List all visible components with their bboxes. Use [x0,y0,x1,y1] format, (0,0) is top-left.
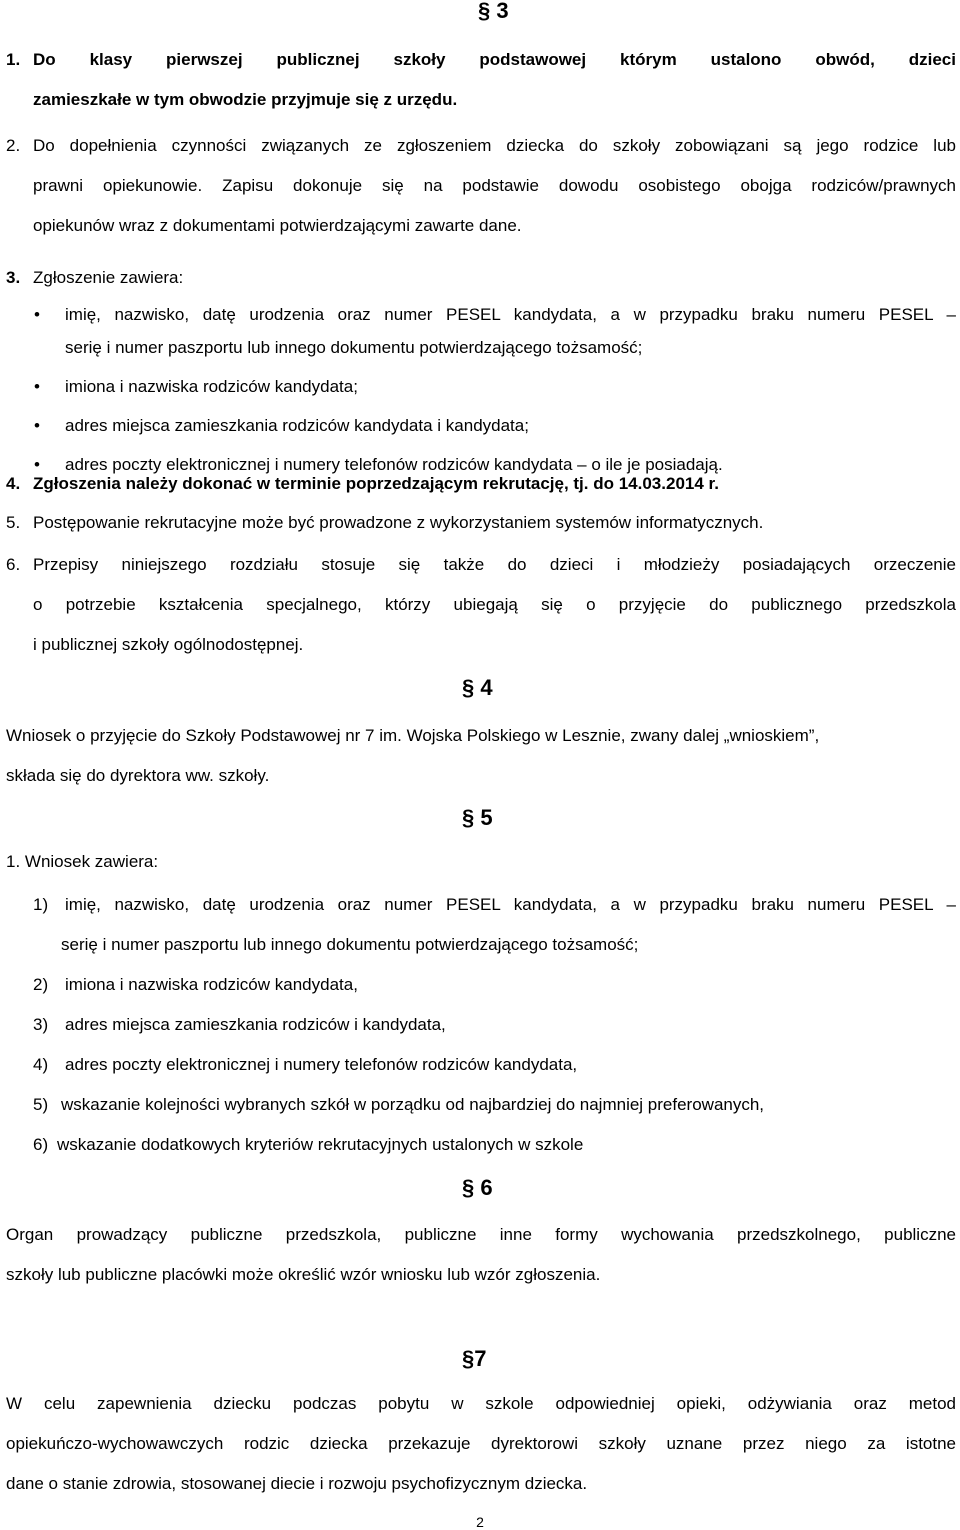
list-item: 5) wskazanie kolejności wybranych szkół w porządku od najbardziej do najmniej preferowanych, [33,1095,765,1114]
section-heading-4: § 4 [462,675,493,700]
list-item: 2) imiona i nazwiska rodziców kandydata, [33,975,358,994]
list-item: • adres poczty elektronicznej i numery telefonów rodziców kandydata – o ile je posiadają. [6,448,956,481]
section-heading-5: § 5 [462,805,493,830]
list-item: • imię, nazwisko, datę urodzenia oraz numer PESEL kandydata, a w przypadku braku numeru PESEL – serię i numer paszportu lub innego dokumentu potwierdzającego tożsamość; [6,298,956,364]
list-item: 6) wskazanie dodatkowych kryteriów rekrutacyjnych ustalonych w szkole [33,1135,584,1154]
section-heading-7: §7 [462,1346,487,1371]
paragraph-3-1: 1. Do klasy pierwszej publicznej szkoły podstawowej którym ustalono obwód, dzieci zamieszkałe w tym obwodzie przyjmuje się z urzędu. [6,50,956,109]
section-heading-3: § 3 [478,0,509,23]
list-item: • imiona i nazwiska rodziców kandydata; [6,370,956,403]
paragraph-6: Organ prowadzący publiczne przedszkola, publiczne inne formy wychowania przedszkolnego, publiczne szkoły lub publiczne placówki może określić wzór wniosku lub wzór zgłoszenia. [6,1225,956,1284]
section-heading-6: § 6 [462,1175,493,1200]
list-item: • adres miejsca zamieszkania rodziców kandydata i kandydata; [6,409,956,442]
page-number: 2 [476,1514,484,1530]
paragraph-4: Wniosek o przyjęcie do Szkoły Podstawowej nr 7 im. Wojska Polskiego w Lesznie, zwany dalej „wnioskiem”, składa się do dyrektora ww. szkoły. [6,726,820,785]
bullet-icon: • [34,455,40,474]
paragraph-3-6: 6. Przepisy niniejszego rozdziału stosuje się także do dzieci i młodzieży posiadających orzeczenie o potrzebie kształcenia specjalnego, którzy ubiegają się o przyjęcie do publicznego przedszkola i publicznej szkoły ogólnodostępnej. [6,555,956,654]
paragraph-3-4: 4. Zgłoszenia należy dokonać w terminie poprzedzającym rekrutację, tj. do 14.03.2014 r. [6,474,719,493]
list-item: 4) adres poczty elektronicznej i numery telefonów rodziców kandydata, [33,1055,578,1074]
bullet-icon: • [34,377,40,396]
list-item: 1) imię, nazwisko, datę urodzenia oraz numer PESEL kandydata, a w przypadku braku numeru PESEL – serię i numer paszportu lub innego dokumentu potwierdzającego tożsamość; [33,895,956,954]
paragraph-3-5: 5. Postępowanie rekrutacyjne może być prowadzone z wykorzystaniem systemów informatycznych. [6,513,764,532]
bullet-icon: • [34,305,40,324]
bullet-icon: • [34,416,40,435]
list-item: 3) adres miejsca zamieszkania rodziców i kandydata, [33,1015,446,1034]
list-5-items [6,885,956,1165]
paragraph-5-intro: 1. Wniosek zawiera: [6,852,159,871]
bullet-list-3-3 [6,298,956,481]
paragraph-3-3: 3. Zgłoszenie zawiera: [6,268,184,287]
paragraph-3-2: 2. Do dopełnienia czynności związanych ze zgłoszeniem dziecka do szkoły zobowiązani są jego rodzice lub prawni opiekunowie. Zapisu dokonuje się na podstawie dowodu osobistego obojga rodziców/prawnych opiekunów wraz z dokumentami potwierdzającymi zawarte dane. [6,136,956,235]
paragraph-7: W celu zapewnienia dziecku podczas pobytu w szkole odpowiedniej opieki, odżywiania oraz metod opiekuńczo-wychowawczych rodzic dziecka przekazuje dyrektorowi szkoły uznane przez niego za istotne dane o stanie zdrowia, stosowanej diecie i rozwoju psychofizycznym dziecka. [6,1394,956,1493]
